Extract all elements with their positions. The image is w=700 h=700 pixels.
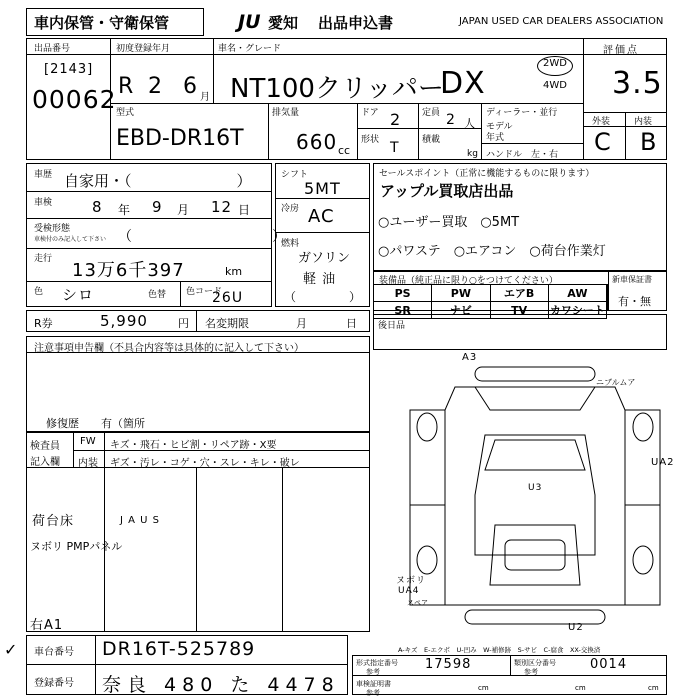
inspection-day-unit: 日 [238,203,251,217]
chassis-label: 車台番号 [34,647,74,658]
divider [282,468,283,632]
after-fit-box [373,314,667,350]
remark-1: 荷台床 [32,514,75,529]
color-code-label: 色コード [186,287,223,297]
divider [357,103,358,160]
shift-label: シフト [281,170,309,180]
chassis-number: DR16T-525789 [102,638,256,660]
car-grade: DX [440,66,486,101]
ac-label: 冷房 [281,204,300,214]
inspection-month-unit: 月 [177,203,190,217]
ac-value: AC [308,206,335,227]
selling-line-1: ○ユーザー買取 ○5MT [378,215,520,230]
inspection-month: 9 [152,198,163,216]
divider [481,143,583,144]
mileage-value: 13万6千397 [72,260,185,281]
divider [481,103,482,160]
damage-ua2: UA2 [651,457,675,468]
capacity-unit: 人 [464,117,475,130]
ext-score: C [594,128,612,156]
damage-u2: U2 [568,622,584,633]
inspection-year: 8 [92,198,103,216]
equipment-tv: TV [490,301,549,319]
approval-number: 17598 [425,657,472,672]
vehicle-damage-diagram [395,355,675,640]
rear-bumper [465,610,605,624]
fuel-other: （ ） [284,290,363,304]
branch-name: 愛知 [268,14,299,32]
divider [26,218,272,219]
interior-values: ギズ・汚レ・コゲ・穴・スレ・キレ・破レ [110,458,300,469]
inspection-label: 車検 [34,198,53,208]
wheel-rear-right [633,546,653,574]
displacement-label: 排気量 [272,108,300,118]
repair-history: 修復歴 有（箇所 [46,417,145,430]
drive-2wd: 2WD [543,58,567,69]
ext-label: 外装 [592,117,611,127]
color-tone-label: 色替 [148,290,167,300]
remark-3: 右A1 [30,618,64,633]
score-value: 3.5 [612,66,663,101]
wheel-rear-left [417,546,437,574]
handle-label: ハンドル 左・右 [486,150,559,160]
ju-logo: JU [238,11,261,33]
equipment-seat: カワシート [548,301,607,319]
divider [213,38,214,103]
windshield [485,440,585,470]
approval-ref-1: 参考 [366,668,380,676]
fuel-label: 燃料 [281,239,300,249]
equipment-ps: PS [373,284,432,302]
approval-label: 形式指定番号 [356,659,398,667]
fw-values: キズ・飛石・ヒビ割・リペア跡・X要 [110,440,277,451]
year-label: 年式 [486,133,505,143]
load-unit: kg [467,149,478,159]
color-code-value: 26U [212,290,244,306]
first-reg-month: 6 [183,74,198,99]
doors-label: ドア [361,108,379,118]
association-name: JAPAN USED CAR DEALERS ASSOCIATION [459,16,664,27]
recycle-box [26,310,370,332]
equipment-pw: PW [431,284,490,302]
capacity-value: 2 [446,112,456,128]
car-name-label: 車名・グレード [218,44,282,54]
first-reg-year: 2 [148,74,163,99]
dealer-label: ディーラー・並行 [486,108,558,118]
load-label: 積載 [422,135,441,145]
cabin [475,435,595,555]
name-change-label: 名変期限 [205,317,249,330]
lot-label: 出品番号 [34,44,71,54]
displacement-unit: cc [338,144,351,157]
divider [196,310,197,332]
shift-value: 5MT [304,179,341,198]
divider [583,38,584,160]
divider [418,103,419,160]
interior-label: 内装 [78,458,98,469]
cm-2: cm [575,684,586,692]
recycle-unit: 円 [178,317,189,330]
divider [110,103,583,104]
score-label: 評価点 [603,45,639,56]
divider [196,468,197,632]
class-number: 0014 [590,657,628,672]
damage-legend: A-キズ E-エクボ U-凹み W-補修跡 S-サビ C-腐食 XX-交換済 [398,646,601,654]
divider [26,352,370,353]
hood-line [475,387,595,410]
fw-label: FW [80,436,96,447]
equipment-airbag: エアB [490,284,549,302]
damage-top-right: ニブルムア [596,378,636,387]
divider [510,655,511,675]
color-value: シロ [62,286,95,304]
spare-label: スペア [407,599,428,607]
class-label: 類別区分番号 [514,659,556,667]
divider [95,635,96,695]
equipment-sr: SR [373,301,432,319]
divider [26,191,272,192]
divider [357,128,481,129]
damage-ua4: UA4 [398,586,420,596]
usage-label: 車歴 [34,170,53,180]
new-warranty-label: 新車保証書 [612,275,652,284]
wheel-front-right [633,413,653,441]
inspection-year-unit: 年 [118,203,131,217]
checkmark: ✓ [4,640,19,659]
mileage-unit: km [225,265,243,278]
divider [275,232,370,233]
divider [268,103,269,160]
fuel-diesel: 軽 油 [303,272,337,287]
model-year-label: モデル [486,122,513,132]
receipt-label: 受検形態 [34,224,71,234]
recycle-label: R券 [34,317,53,330]
lot-code: [2143] [44,62,94,77]
capacity-label: 定員 [422,108,441,118]
selling-title: アップル買取店出品 [380,182,514,200]
remark-1b: J A U S [120,515,160,526]
int-score: B [640,128,658,156]
car-name: NT100クリッパー [230,74,444,104]
damage-u3: U3 [528,483,543,493]
usage-value: 自家用・（ ） [64,172,252,190]
divider [180,281,181,307]
inspection-day: 12 [211,198,233,216]
shape-value: T [390,140,400,156]
lot-number: 00062 [32,85,117,114]
damage-bottom-left: ヌボリ [396,576,427,586]
inspector-label-1: 検査員 [30,441,60,452]
document-title: 出品申込書 [318,14,394,32]
recycle-value: 5,990 [100,312,148,330]
plate-number: 奈良 480 た 4478 [102,674,340,696]
front-bumper [475,367,595,381]
first-reg-month-unit: 月 [200,92,210,103]
receipt-sub: 車検付のみ記入して下さい [34,236,107,243]
plate-label: 登録番号 [34,678,74,689]
receipt-value: （ ） [118,229,286,245]
equipment-aw: AW [548,284,607,302]
cert-ref: 参考 [366,689,380,697]
first-reg-label: 初度登録年月 [116,44,171,54]
equipment-label: 装備品（純正品に限り○をつけてください） [379,276,558,286]
equipment-navi: ナビ [431,301,490,319]
divider [26,54,667,55]
damage-a3: A3 [462,352,478,363]
storage-label: 車内保管・守衛保管 [34,14,170,32]
left-side-front [410,410,445,505]
fuel-gasoline: ガソリン [298,251,351,266]
divider [26,248,272,249]
name-change-day: 日 [346,317,357,330]
cm-3: cm [648,684,659,692]
displacement-value: 660 [296,130,338,154]
name-change-month: 月 [296,317,307,330]
int-label: 内装 [634,117,653,127]
approval-ref-2: 参考 [524,668,538,676]
inspector-label-2: 記入欄 [30,457,60,468]
wheel-front-left [417,413,437,441]
divider [275,198,370,199]
equipment-grid [373,284,608,317]
first-reg-era: R [118,74,135,99]
doors-value: 2 [390,110,402,129]
shape-label: 形状 [361,135,380,145]
mileage-label: 走行 [34,254,53,264]
model-label: 型式 [116,108,135,118]
divider [352,675,667,676]
after-fit-label: 後日品 [378,321,406,331]
body-outline [445,387,625,605]
new-warranty-value: 有・無 [618,295,651,308]
notes-title: 注意事項申告欄（不具合内容等は具体的に記入して下さい） [34,343,304,354]
cm-1: cm [478,684,489,692]
drive-4wd: 4WD [543,80,567,91]
divider [625,112,626,160]
divider [26,281,272,282]
color-label: 色 [34,287,44,297]
model-value: EBD-DR16T [116,126,244,151]
divider [608,271,609,311]
remark-2: ヌボリ PMPパネル [30,540,123,553]
divider [26,664,348,665]
selling-label: セールスポイント（正常に機能するものに限ります） [379,169,595,179]
right-side-rear [625,505,660,605]
cert-label: 車検証明書 [356,680,391,688]
selling-line-2: ○パワステ ○エアコン ○荷台作業灯 [378,244,606,259]
